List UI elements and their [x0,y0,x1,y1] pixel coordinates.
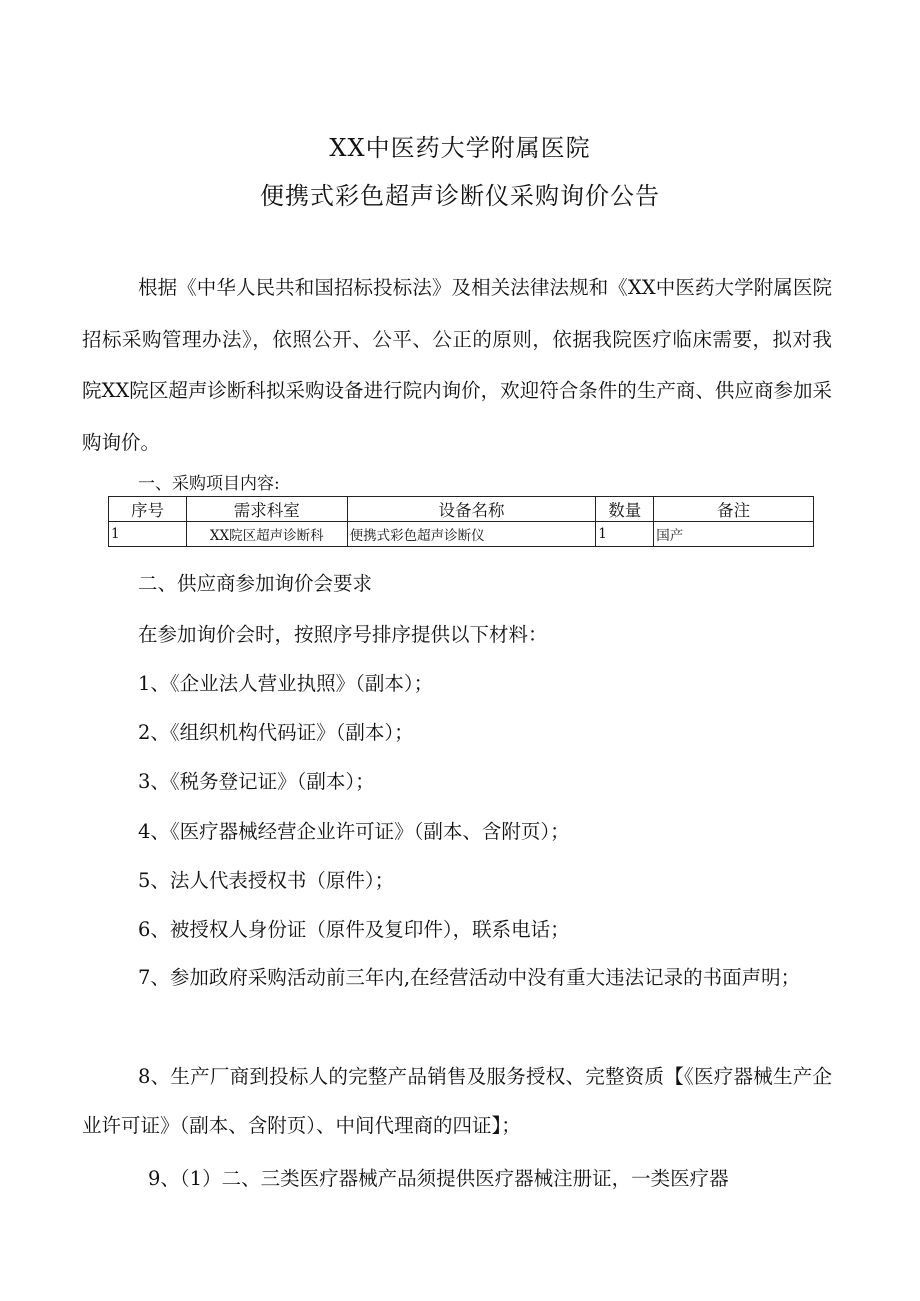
section-1-heading: 一、采购项目内容: [138,474,280,494]
col-header-equipment: 设备名称 [347,497,596,522]
cell-index: 1 [109,522,187,547]
doc-title-line1: XX中医药大学附属医院 [329,134,591,162]
list-item-9: 9、（1）二、三类医疗器械产品须提供医疗器械注册证，一类医疗器 [148,1167,729,1190]
cell-department: XX院区超声诊断科 [186,522,347,547]
materials-lead: 在参加询价会时，按照序号排序提供以下材料： [138,623,548,646]
cell-quantity: 1 [596,522,654,547]
table-row [109,522,814,547]
table-header-row [109,497,814,522]
list-item: 3、《税务登记证》（副本）； [138,770,375,793]
list-item: 2、《组织机构代码证》（副本）； [138,721,414,744]
list-item: 1、《企业法人营业执照》（副本）； [138,672,434,695]
intro-paragraph: 根据《中华人民共和国招标投标法》及相关法律法规和《XX中医药大学附属医院招标采购管理办法》，依照公开、公平、公正的原则，依据我院医疗临床需要，拟对我院XX院区超声诊断科拟采购设备进行院内询价，欢迎符合条件的生产商、供应商参加采购询价。 [82,276,832,454]
section-2-heading: 二、供应商参加询价会要求 [138,572,373,595]
doc-title-line2: 便携式彩色超声诊断仪采购询价公告 [260,182,660,210]
list-item-8: 8、生产厂商到投标人的完整产品销售及服务授权、完整资质【《医疗器械生产企业许可证》（副本、含附页）、中间代理商的四证】； [82,1065,832,1137]
list-item: 5、法人代表授权书（原件）； [138,869,395,892]
list-item: 6、被授权人身份证（原件及复印件），联系电话； [138,918,570,941]
procurement-table [108,496,814,547]
cell-equipment: 便携式彩色超声诊断仪 [347,522,596,547]
col-header-quantity: 数量 [596,497,654,522]
col-header-index: 序号 [109,497,187,522]
cell-remarks: 国产 [654,522,814,547]
col-header-remarks: 备注 [654,497,814,522]
list-item: 4、《医疗器械经营企业许可证》（副本、含附页）； [138,820,570,843]
col-header-department: 需求科室 [186,497,347,522]
list-item-7: 7、参加政府采购活动前三年内,在经营活动中没有重大违法记录的书面声明； [138,966,801,989]
